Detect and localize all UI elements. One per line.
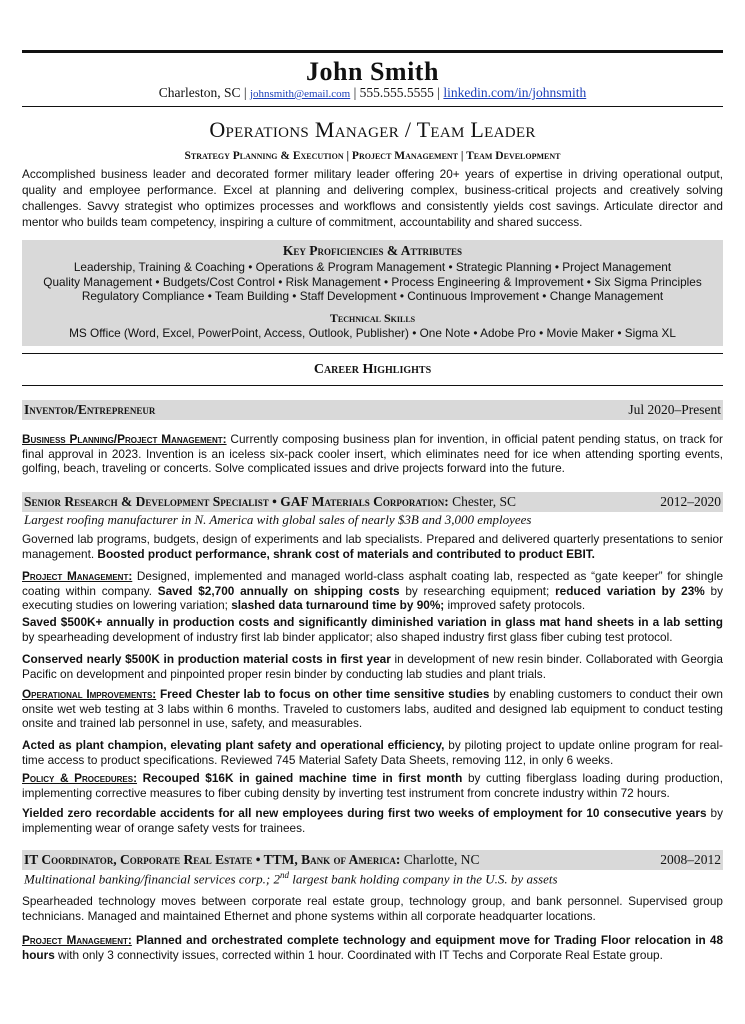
email-link[interactable]: johnsmith@email.com (249, 88, 351, 100)
job-title-heading: Operations Manager / Team Leader (209, 117, 536, 142)
paragraph-label: Project Management: (22, 933, 132, 947)
desc-text: Multinational banking/financial services corp.; 2 (24, 871, 280, 887)
paragraph-text: in development of new resin binder. Collaborated with Georgia Pacific on development and pinpointed proper resin binder by conducting lab studies and plant trials. (22, 652, 723, 681)
company-description: Largest roofing manufacturer in N. America with global sales of nearly $3B and 3,000 employees (24, 512, 532, 527)
paragraph-text: by enabling customers to conduct their own onsite wet web testing at 3 labs within 6 months. Traveled to customers labs, audited and designed lab equipment to conduct testing onsite and trained lab personnel in use, safety, and measurables. (22, 687, 723, 730)
top-rule (22, 50, 723, 53)
paragraph-bold: Conserved nearly $500K in production material costs in first year (22, 652, 391, 666)
paragraph-label: Policy & Procedures: (22, 771, 138, 785)
paragraph-bold: Saved $500K+ annually in production costs and significantly diminished variation in glass mat hand sheets in a lab setting (22, 615, 723, 629)
paragraph-text: Designed, implemented and managed world-class asphalt coating lab, respected as “gate keeper” for shingle coating within company. (22, 569, 724, 598)
paragraph-bold: Yielded zero recordable accidents for all new employees during first two weeks of employment for 10 consecutive years (22, 806, 707, 820)
job-paragraph (22, 432, 723, 476)
phone: 555.555.5555 (359, 85, 434, 100)
technical-skills-heading: Technical Skills (329, 310, 416, 325)
job-dates: Jul 2020–Present (628, 402, 721, 417)
job-paragraph (22, 569, 723, 613)
paragraph-bold: Saved $2,700 annually on shipping costs (157, 583, 400, 598)
job-location: Chester, SC (448, 494, 517, 509)
paragraph-text: by executing studies on lowering variation; (22, 583, 723, 612)
job-title-text: IT Coordinator, Corporate Real Estate • TTM, Bank of America: (24, 852, 401, 867)
paragraph-bold: slashed data turnaround time by 90%; (231, 598, 445, 612)
job-paragraph (22, 687, 723, 731)
paragraph-text: by implementing wear of orange safety vests for trainees. (22, 806, 723, 835)
contact-line (22, 85, 723, 101)
proficiencies-box (22, 240, 723, 346)
separator: | (240, 85, 250, 100)
paragraph-text: by piloting project to update online program for real-time access to product specifications. Reviewed 745 Material Safety Data Sheets, removing 112, in only 6 weeks. (22, 738, 723, 767)
job-paragraph (22, 652, 723, 681)
separator: | (350, 85, 360, 100)
paragraph-bold: reduced variation by 23% (555, 583, 705, 598)
job-paragraph (22, 738, 723, 767)
section-rule (22, 353, 723, 354)
job-paragraph (22, 933, 723, 962)
job-title (24, 852, 479, 868)
job-header-bofa (22, 850, 723, 870)
paragraph-text: Governed lab programs, budgets, design of experiments and lab specialists. Prepared and delivered quarterly presentations to senior management. (22, 532, 723, 561)
proficiency-line: Leadership, Training & Coaching • Operations & Program Management • Strategic Planning • Project Management (73, 260, 672, 274)
paragraph-text: by spearheading development of industry first lab binder applicator; also shaped industry first glass fiber cubing test protocol. (22, 629, 673, 644)
proficiency-line: Regulatory Compliance • Team Building • Staff Development • Continuous Improvement • Change Management (81, 289, 664, 303)
paragraph-label: Business Planning/Project Management: (22, 432, 227, 446)
job-title: Inventor/Entrepreneur (24, 402, 156, 417)
paragraph-bold: Recouped $16K in gained machine time in first month (137, 771, 463, 785)
job-paragraph (22, 615, 723, 644)
paragraph-label: Operational Improvements: (22, 687, 157, 701)
paragraph-label: Project Management: (22, 569, 133, 583)
section-rule (22, 385, 723, 386)
headline-subtitle: Strategy Planning & Execution | Project Management | Team Development (184, 150, 561, 162)
proficiency-line: Quality Management • Budgets/Cost Control • Risk Management • Process Engineering & Improvement • Six Sigma Principles (43, 274, 702, 289)
desc-superscript: nd (280, 870, 289, 880)
summary-paragraph: Accomplished business leader and decorated former military leader offering 20+ years of expertise in driving operational output, quality and employee performance. Excel at planning and delivering complex, business-critical projects and creatively solving challenges. Savvy strategist who optimizes processes and workflows and consistently yields cost savings. Articulate director and mentor who builds team competency, inspiring a culture of commitment, accountability and shared success. (22, 167, 723, 229)
header-rule (22, 106, 723, 107)
technical-skills-line: MS Office (Word, Excel, PowerPoint, Access, Outlook, Publisher) • One Note • Adobe Pro • Movie Maker • Sigma XL (69, 325, 676, 340)
linkedin-link[interactable]: linkedin.com/in/johnsmith (443, 85, 587, 100)
career-highlights-heading: Career Highlights (313, 362, 432, 377)
job-dates: 2008–2012 (660, 852, 721, 867)
paragraph-bold: Planned and orchestrated complete technology and equipment move for Trading Floor relocation in 48 hours (22, 933, 724, 962)
job-header-inventor (22, 400, 723, 420)
paragraph-text: by cutting fiberglass loading during production, implementing corrective measures to fiber cubing density by inverting test instrument from concrete industry within 72 hours. (22, 771, 724, 800)
location: Charleston, SC (158, 85, 241, 100)
job-dates: 2012–2020 (660, 494, 721, 509)
job-paragraph (22, 806, 723, 835)
desc-text: largest bank holding company in the U.S. by assets (289, 871, 558, 887)
paragraph-text: by researching equipment; (399, 583, 556, 598)
proficiencies-heading: Key Proficiencies & Attributes (282, 243, 463, 258)
paragraph-bold: Boosted product performance, shrank cost of materials and contributed to product EBIT. (97, 546, 595, 561)
job-header-gaf (22, 492, 723, 512)
paragraph-bold: Acted as plant champion, elevating plant safety and operational efficiency, (22, 738, 445, 752)
paragraph-text: improved safety protocols. (444, 598, 586, 612)
company-description (24, 870, 723, 887)
job-paragraph (22, 532, 723, 561)
job-title-text: Senior Research & Development Specialist • GAF Materials Corporation: (24, 494, 449, 509)
paragraph-bold: Freed Chester lab to focus on other time sensitive studies (156, 687, 490, 701)
job-location: Charlotte, NC (400, 852, 480, 867)
paragraph-text: with only 3 connectivity issues, corrected within 1 hour. Coordinated with IT Techs and Corporate Real Estate group. (54, 947, 663, 962)
separator: | (433, 85, 444, 100)
candidate-name: John Smith (306, 57, 439, 86)
job-paragraph: Spearheaded technology moves between corporate real estate group, technology group, and bank personnel. Supervised group technicians. Managed and maintained Ethernet and phone systems within all corporate headquarter locations. (22, 894, 723, 923)
resume-page (22, 0, 723, 1024)
paragraph-text: Currently composing business plan for invention, in official patent pending status, on track for final approval in 2023. Invention is an iceless six-pack cooler insert, which eliminates need for ice when attending sporting events, golfing, beach, traveling or concerts. Solve complicated issues and drive projects forward into the future. (22, 432, 723, 475)
job-title (24, 494, 516, 510)
job-paragraph (22, 771, 723, 800)
